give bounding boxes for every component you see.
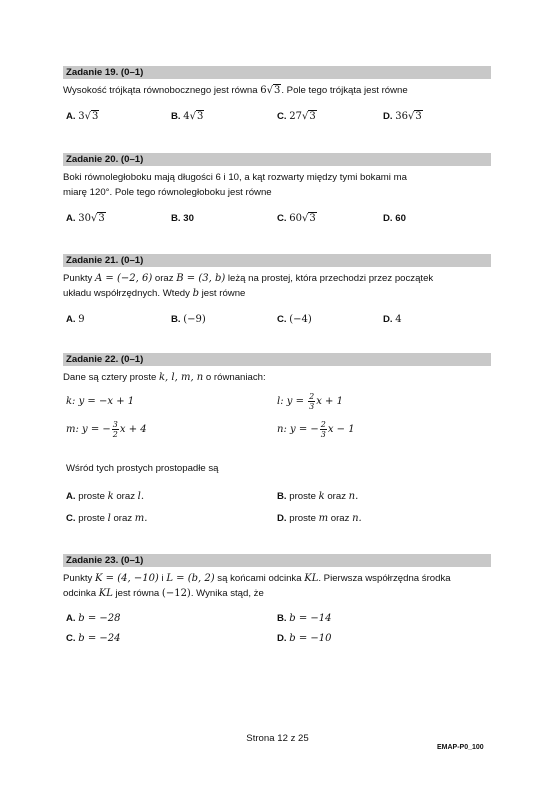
task-header: Zadanie 23. (0–1) [63, 554, 491, 567]
option-b[interactable]: B. (−9) [171, 314, 206, 325]
question-ask: Wśród tych prostych prostopadłe są [66, 463, 219, 474]
question-line-2: odcinka KL jest równa (−12). Wynika stąd, że [63, 588, 264, 599]
question-line-1: Punkty A = (−2, 6) oraz B = (3, b) leżą na prostej, która przechodzi przez początek [63, 273, 434, 284]
answer-row [63, 110, 491, 124]
equation-m: m: y = − $\frac{3}{2}$ x + 4 [66, 420, 147, 439]
value-coef: 6 [260, 85, 267, 96]
option-c[interactable]: C. b = −24 [66, 633, 121, 644]
option-c[interactable]: C. proste l oraz m. [66, 513, 148, 524]
equation-l: l: y = $\frac{2}{3}$ x + 1 [277, 392, 343, 411]
equation-n: n: y = − $\frac{2}{3}$ x − 1 [277, 420, 355, 439]
task-question [63, 571, 491, 601]
answer-row [63, 313, 491, 327]
answer-row [63, 212, 491, 226]
option-a[interactable]: A. 9 [66, 314, 85, 325]
task-23 [63, 554, 491, 644]
value-radicand: 3 [273, 85, 281, 96]
question-line-2: miarę 120°. Pole tego równoległoboku jest równe [63, 187, 272, 198]
answer-row [63, 512, 491, 526]
point-a: A = (−2, 6) [95, 273, 153, 284]
option-c[interactable]: C. 27√3 [277, 111, 316, 122]
question-text-end: . Pole tego trójkąta jest równe [281, 85, 408, 96]
task-header: Zadanie 19. (0–1) [63, 66, 491, 79]
task-question: Dane są cztery proste k, l, m, n o równaniach: [63, 372, 266, 383]
option-a[interactable]: A. proste k oraz l. [66, 491, 145, 502]
answer-row [63, 632, 491, 646]
option-d[interactable]: D. 4 [383, 314, 402, 325]
answer-row [63, 612, 491, 626]
option-d[interactable]: D. 36√3 [383, 111, 422, 122]
sqrt-sign: √ [266, 85, 273, 96]
task-20 [63, 153, 491, 224]
option-d[interactable]: D. b = −10 [277, 633, 332, 644]
task-question [63, 83, 491, 98]
question-line-1: Punkty K = (4, −10) i L = (b, 2) są końcami odcinka KL. Pierwsza współrzędna środka [63, 573, 451, 584]
option-b[interactable]: B. b = −14 [277, 613, 332, 624]
option-a[interactable]: A. 3√3 [66, 111, 99, 122]
option-b[interactable]: B. proste k oraz n. [277, 491, 359, 502]
task-22 [63, 353, 491, 533]
question-line-2: układu współrzędnych. Wtedy b jest równe [63, 288, 246, 299]
task-header: Zadanie 21. (0–1) [63, 254, 491, 267]
answer-row [63, 490, 491, 504]
task-header: Zadanie 20. (0–1) [63, 153, 491, 166]
option-c[interactable]: C. (−4) [277, 314, 312, 325]
task-19 [63, 66, 491, 122]
point-b: B = (3, b) [176, 273, 226, 284]
task-header: Zadanie 22. (0–1) [63, 353, 491, 366]
equation-k: k: y = −x + 1 [66, 396, 135, 407]
option-d[interactable]: D. proste m oraz n. [277, 513, 362, 524]
option-a[interactable]: A. 30√3 [66, 213, 105, 224]
page-number: Strona 12 z 25 [246, 733, 309, 744]
option-b[interactable]: B. 30 [171, 213, 194, 224]
question-line-1: Boki równoległoboku mają długości 6 i 10, a kąt rozwarty między tymi bokami ma [63, 172, 407, 183]
option-c[interactable]: C. 60√3 [277, 213, 316, 224]
option-b[interactable]: B. 4√3 [171, 111, 204, 122]
option-d[interactable]: D. 60 [383, 213, 406, 224]
task-21 [63, 254, 491, 325]
task-question [63, 170, 491, 200]
exam-code: EMAP-P0_100 [437, 744, 484, 751]
option-a[interactable]: A. b = −28 [66, 613, 121, 624]
question-text: Wysokość trójkąta równobocznego jest równa [63, 85, 261, 96]
task-question [63, 271, 491, 301]
